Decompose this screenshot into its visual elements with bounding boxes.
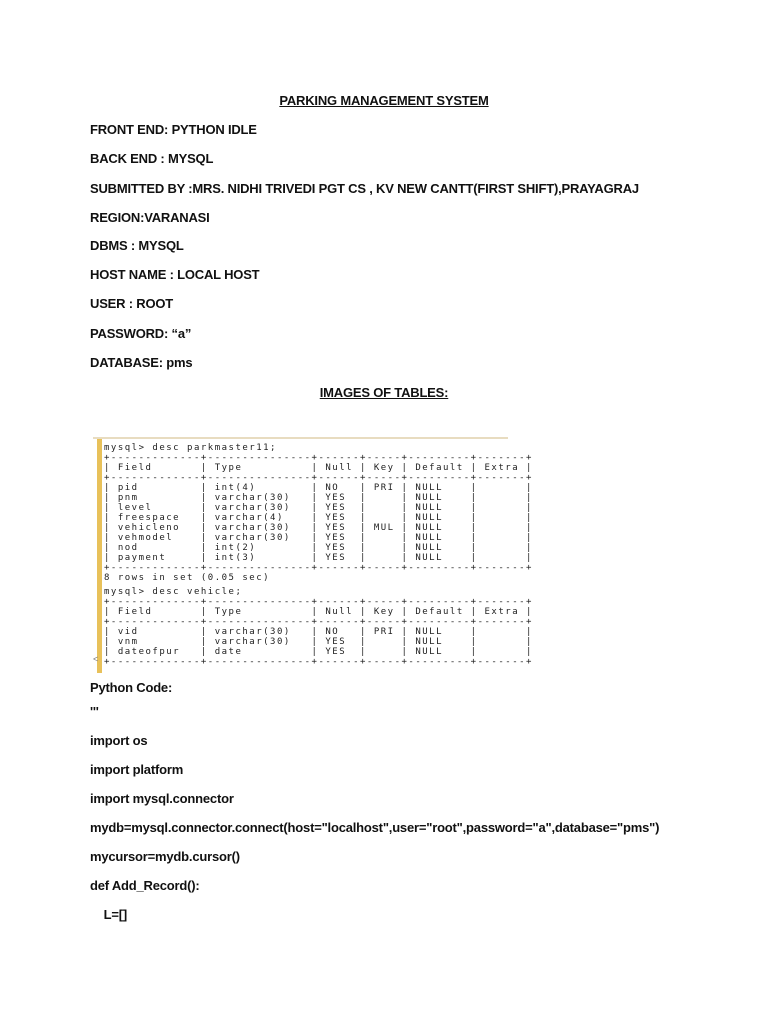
table-row: | dateofpur | date | YES | | NULL | | [104,647,533,657]
info-line: USER : ROOT [90,296,174,311]
info-line: DATABASE: pms [90,355,193,370]
code-line: def Add_Record(): [90,878,200,893]
table-header-row: | Field | Type | Null | Key | Default | Extra | [104,463,533,473]
table-border: +-------------+---------------+------+-----+---------+-------+ [104,453,533,463]
scroll-left-glyph: < [93,654,99,664]
table-row: | vehicleno | varchar(30) | YES | MUL | NULL | | [104,523,533,533]
table-row: | freespace | varchar(4) | YES | | NULL | | [104,513,533,523]
table-row: | pid | int(4) | NO | PRI | NULL | | [104,483,533,493]
table-row: | vnm | varchar(30) | YES | | NULL | | [104,637,533,647]
table-row: | level | varchar(30) | YES | | NULL | | [104,503,533,513]
page-title: PARKING MANAGEMENT SYSTEM [279,93,489,108]
table-row: | vid | varchar(30) | NO | PRI | NULL | | [104,627,533,637]
table-border: +-------------+---------------+------+-----+---------+-------+ [104,617,533,627]
info-line: REGION:VARANASI [90,210,210,225]
table-header-row: | Field | Type | Null | Key | Default | Extra | [104,607,533,617]
info-line: FRONT END: PYTHON IDLE [90,122,257,137]
code-line: import mysql.connector [90,791,234,806]
table-border: +-------------+---------------+------+-----+---------+-------+ [104,597,533,607]
table-border: +-------------+---------------+------+-----+---------+-------+ [104,657,533,667]
info-line: SUBMITTED BY :MRS. NIDHI TRIVEDI PGT CS , KV NEW CANTT(FIRST SHIFT),PRAYAGRAJ [90,181,639,196]
code-line: mycursor=mydb.cursor() [90,849,240,864]
code-line: L=[] [90,907,128,922]
terminal-command: mysql> desc parkmaster11; [104,443,277,453]
code-line: mydb=mysql.connector.connect(host="localhost",user="root",password="a",database="pms") [90,820,660,835]
info-line: DBMS : MYSQL [90,238,184,253]
terminal-command: mysql> desc vehicle; [104,587,243,597]
table-row: | vehmodel | varchar(30) | YES | | NULL | | [104,533,533,543]
images-heading: IMAGES OF TABLES: [319,385,449,400]
info-line: BACK END : MYSQL [90,151,214,166]
code-line: ''' [90,704,99,719]
table-border: +-------------+---------------+------+-----+---------+-------+ [104,563,533,573]
table-row: | payment | int(3) | YES | | NULL | | [104,553,533,563]
table-border: +-------------+---------------+------+-----+---------+-------+ [104,473,533,483]
code-line: import os [90,733,148,748]
info-line: HOST NAME : LOCAL HOST [90,267,260,282]
table-row: | nod | int(2) | YES | | NULL | | [104,543,533,553]
terminal-left-bar [97,439,102,673]
table-row: | pnm | varchar(30) | YES | | NULL | | [104,493,533,503]
terminal-result: 8 rows in set (0.05 sec) [104,573,271,583]
info-line: PASSWORD: “a” [90,326,192,341]
code-heading: Python Code: [90,680,173,695]
code-line: import platform [90,762,184,777]
terminal-screenshot [93,437,533,673]
